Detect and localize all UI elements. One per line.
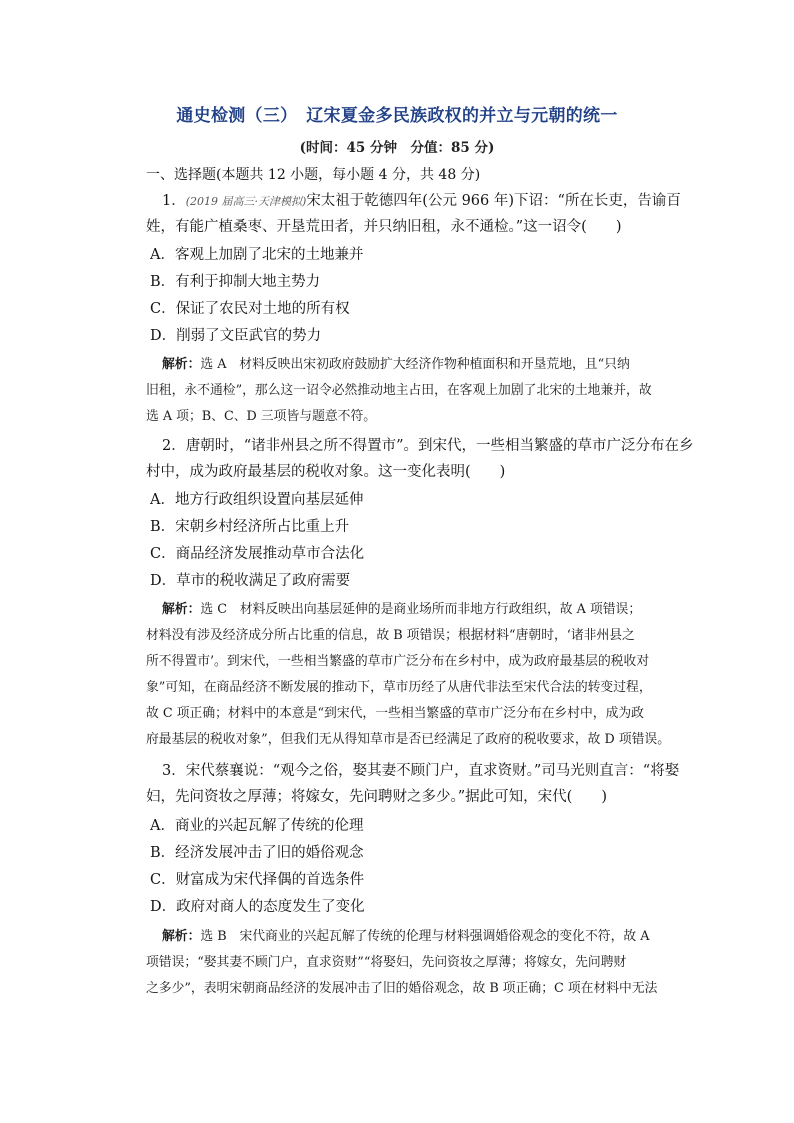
q3-number: 3． [162,763,186,779]
q3-stem-line-2: 妇，先问资妆之厚薄；将嫁女，先问聘财之多少。”据此可知，宋代( ) [146,789,607,805]
q1-option-b: B．有利于抑制大地主势力 [150,274,321,290]
q2-analysis-label: 解析： [162,602,201,617]
q1-analysis-line-3: 选 A 项；B、C、D 三项皆与题意不符。 [146,409,377,424]
q2-option-a: A．地方行政组织设置向基层延伸 [150,492,364,508]
q1-option-d: D．削弱了文臣武官的势力 [150,328,322,344]
q3-analysis-line-3: 之多少”，表明宋朝商品经济的发展冲击了旧的婚俗观念，故 B 项正确；C 项在材料中无法 [146,981,658,996]
q2-analysis-line-6: 府最基层的税收对象”，但我们无从得知草市是否已经满足了政府的税收要求，故 D 项错误。 [146,732,671,747]
q1-analysis-line-1: 解析：选 A 材料反映出宋初政府鼓励扩大经济作物种植面积和开垦荒地，且“只纳 [162,357,630,372]
q3-option-b: B．经济发展冲击了旧的婚俗观念 [150,845,364,861]
page-subtitle: (时间：45 分钟 分值：85 分) [299,140,495,156]
q2-option-d: D．草市的税收满足了政府需要 [150,573,351,589]
q1-number: 1． [162,193,186,209]
q1-stem-line-1 [146,188,681,214]
q2-analysis-line-1: 解析：选 C 材料反映出向基层延伸的是商业场所而非地方行政组织，故 A 项错误； [162,602,642,617]
q1-option-c: C．保证了农民对土地的所有权 [150,301,350,317]
q3-analysis-line-1: 解析：选 B 宋代商业的兴起瓦解了传统的伦理与材料强调婚俗观念的变化不符，故 A [162,929,650,944]
q2-option-b: B．宋朝乡村经济所占比重上升 [150,519,350,535]
q2-analysis-line-5: 故 C 项正确；材料中的本意是“到宋代，一些相当繁盛的草市广泛分布在乡村中，成为政 [146,706,644,721]
q2-text-1: 唐朝时，“诸非州县之所不得置市”。到宋代，一些相当繁盛的草市广泛分布在乡 [185,438,694,454]
q3-text-1: 宋代蔡襄说：“观今之俗，娶其妻不顾门户，直求资财。”司马光则直言：“将娶 [185,763,680,779]
section-heading: 一、选择题(本题共 12 小题，每小题 4 分，共 48 分) [146,167,481,183]
q2-number: 2． [162,438,186,454]
q2-stem-line-2: 村中，成为政府最基层的税收对象。这一变化表明( ) [146,464,506,480]
q1-text-1: 宋太祖于乾德四年(公元 966 年)下诏：“所在长吏，告谕百 [306,193,681,209]
q1-analysis-label: 解析： [162,357,201,372]
q3-analysis-label: 解析： [162,929,201,944]
q2-analysis-line-4: 象”可知，在商品经济不断发展的推动下，草市历经了从唐代非法至宋代合法的转变过程， [146,680,652,695]
q1-stem-line-2: 姓，有能广植桑枣、开垦荒田者，并只纳旧租，永不通检。”这一诏令( ) [146,219,622,235]
q1-option-a: A．客观上加剧了北宋的土地兼并 [150,247,364,263]
q1-source: (2019 届高三·天津模拟) [185,195,307,208]
q3-stem-line-1 [146,758,680,784]
q3-option-a: A．商业的兴起瓦解了传统的伦理 [150,818,364,834]
q3-option-d: D．政府对商人的态度发生了变化 [150,899,365,915]
q2-stem-line-1 [146,433,694,459]
q3-analysis-line-2: 项错误；“娶其妻不顾门户，直求资财”“将娶妇，先问资妆之厚薄；将嫁女，先问聘财 [146,955,627,970]
q2-analysis-line-3: 所不得置市’。到宋代，一些相当繁盛的草市广泛分布在乡村中，成为政府最基层的税收对 [146,654,650,669]
q2-analysis-line-2: 材料没有涉及经济成分所占比重的信息，故 B 项错误；根据材料“唐朝时，‘诸非州县之 [146,628,635,643]
q1-analysis-line-2: 旧租，永不通检”，那么这一诏令必然推动地主占田，在客观上加剧了北宋的土地兼并，故 [146,383,652,398]
q3-option-c: C．财富成为宋代择偶的首选条件 [150,872,365,888]
q2-option-c: C．商品经济发展推动草市合法化 [150,546,365,562]
page-title: 通史检测（三） 辽宋夏金多民族政权的并立与元朝的统一 [176,106,618,126]
